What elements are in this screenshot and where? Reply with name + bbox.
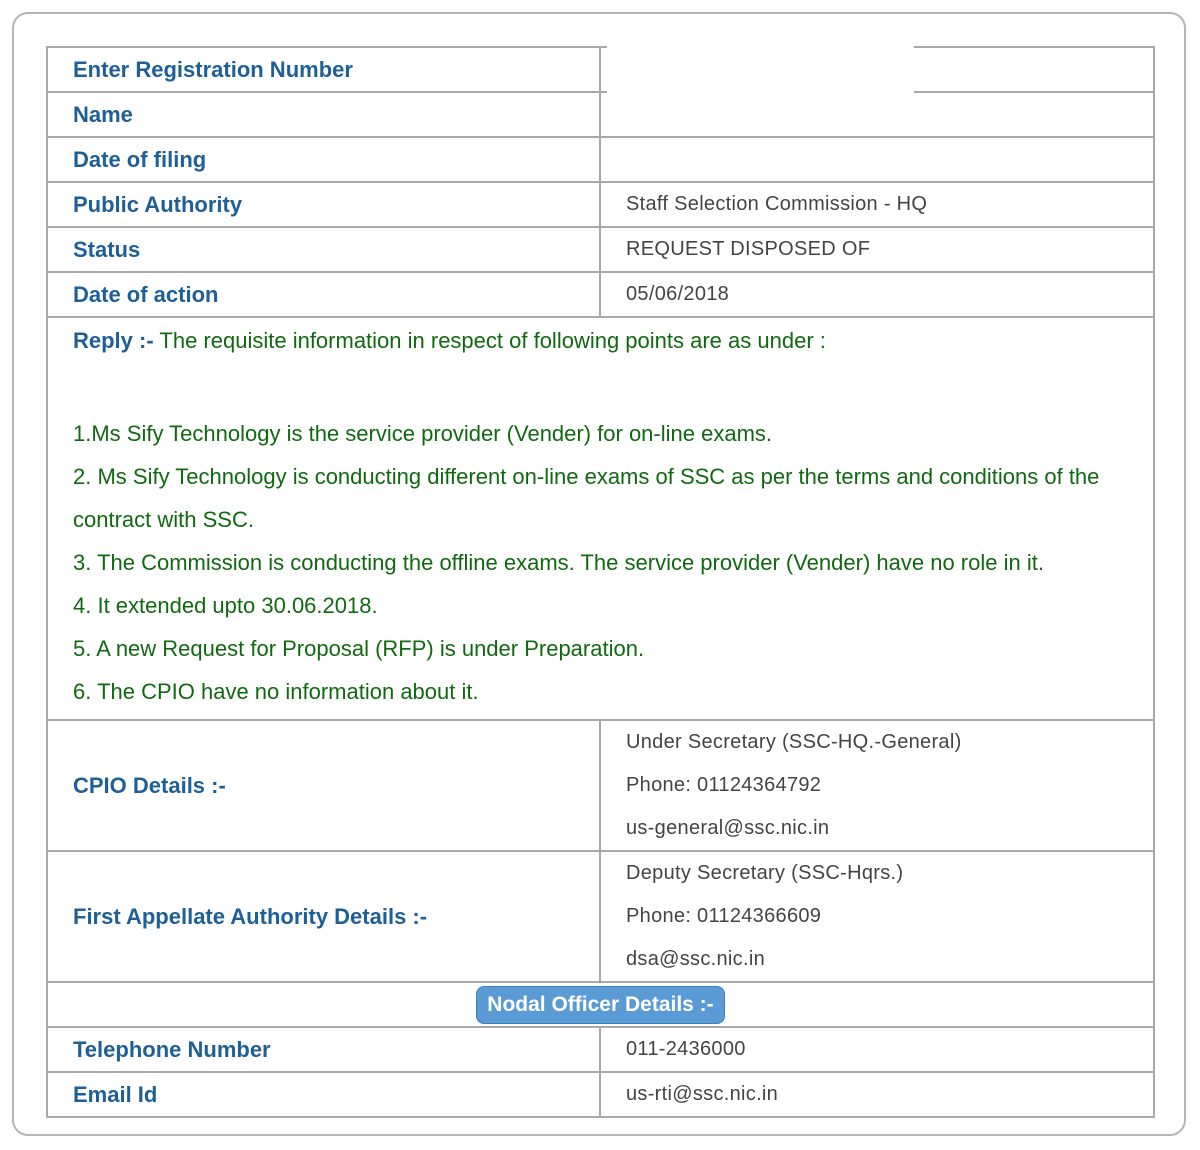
cpio-designation: Under Secretary (SSC-HQ.-General): [626, 731, 962, 753]
date-of-action-label: Date of action: [47, 272, 600, 317]
table-row-reply: [47, 317, 1154, 720]
reply-point: 1.Ms Sify Technology is the service provider (Vender) for on-line exams.: [73, 421, 773, 446]
appellate-designation: Deputy Secretary (SSC-Hqrs.): [626, 862, 904, 884]
reply-heading: [73, 326, 1135, 356]
rti-details-table: [46, 46, 1155, 1118]
table-row-appellate-details: [47, 851, 1154, 982]
appellate-details-value: [600, 851, 1154, 982]
public-authority-value: Staff Selection Commission - HQ: [600, 182, 1154, 227]
table-row-date-of-filing: [47, 137, 1154, 182]
date-of-filing-value: [600, 137, 1154, 182]
reply-point: 5. A new Request for Proposal (RFP) is under Preparation.: [73, 636, 645, 661]
telephone-value: 011-2436000: [600, 1027, 1154, 1072]
date-of-filing-label: Date of filing: [47, 137, 600, 182]
email-label: Email Id: [47, 1072, 600, 1117]
reply-points: [73, 412, 1135, 713]
appellate-details-label: First Appellate Authority Details :-: [47, 851, 600, 982]
cpio-details-value: [600, 720, 1154, 851]
reply-cell: [47, 317, 1154, 720]
table-row-nodal-heading: [47, 982, 1154, 1027]
reply-point: 6. The CPIO have no information about it.: [73, 679, 479, 704]
appellate-email: dsa@ssc.nic.in: [626, 948, 765, 970]
date-of-action-value: 05/06/2018: [600, 272, 1154, 317]
table-row-date-of-action: [47, 272, 1154, 317]
cpio-details-label: CPIO Details :-: [47, 720, 600, 851]
reply-label: Reply :-: [73, 328, 154, 353]
nodal-heading-cell: [47, 982, 1154, 1027]
reply-point: 4. It extended upto 30.06.2018.: [73, 593, 378, 618]
table-row-public-authority: [47, 182, 1154, 227]
status-value: REQUEST DISPOSED OF: [600, 227, 1154, 272]
registration-number-label: Enter Registration Number: [47, 47, 600, 92]
table-row-registration-number: [47, 47, 1154, 92]
reply-intro: The requisite information in respect of following points are as under :: [159, 328, 826, 353]
table-row-name: [47, 92, 1154, 137]
reply-point: 2. Ms Sify Technology is conducting different on-line exams of SSC as per the terms and conditions of the contract with SSC.: [73, 464, 1100, 532]
table-row-status: [47, 227, 1154, 272]
public-authority-label: Public Authority: [47, 182, 600, 227]
email-value: us-rti@ssc.nic.in: [600, 1072, 1154, 1117]
appellate-phone: Phone: 01124366609: [626, 905, 822, 927]
status-label: Status: [47, 227, 600, 272]
reply-point: 3. The Commission is conducting the offline exams. The service provider (Vender) have no role in it.: [73, 550, 1044, 575]
telephone-label: Telephone Number: [47, 1027, 600, 1072]
redaction-mask: [607, 46, 914, 136]
table-row-telephone: [47, 1027, 1154, 1072]
table-row-cpio-details: [47, 720, 1154, 851]
nodal-officer-badge: Nodal Officer Details :-: [476, 986, 724, 1024]
table-row-email: [47, 1072, 1154, 1117]
cpio-phone: Phone: 01124364792: [626, 774, 822, 796]
cpio-email: us-general@ssc.nic.in: [626, 817, 830, 839]
name-label: Name: [47, 92, 600, 137]
